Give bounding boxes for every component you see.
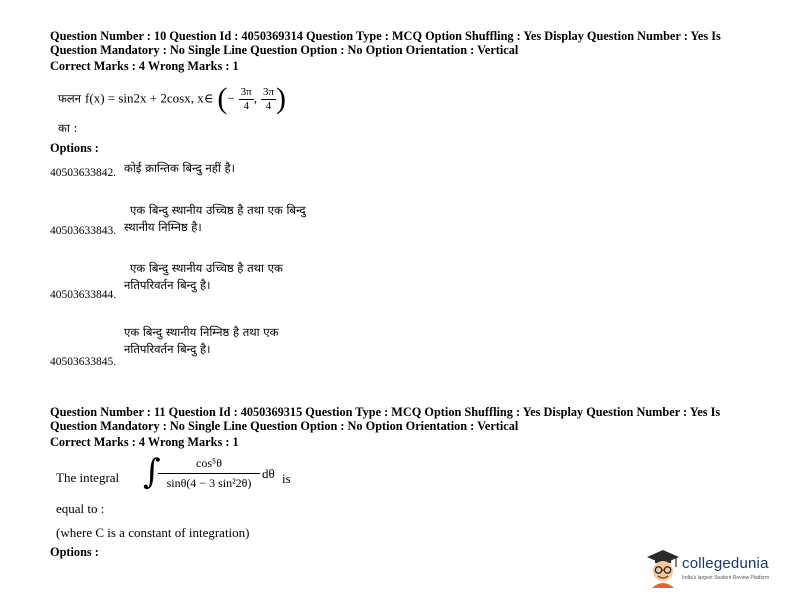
q11-header-line2: Question Mandatory : No Single Line Question Option : No Option Orientation : Vertical <box>50 419 519 433</box>
logo-tagline: India's largest Student Review Platform <box>682 575 770 581</box>
q11-options-label: Options : <box>50 545 99 559</box>
q10-comma: , <box>253 90 257 106</box>
q10-marks: Correct Marks : 4 Wrong Marks : 1 <box>50 59 239 73</box>
q11-stem-prefix: The integral <box>56 470 120 485</box>
q10-stem-suffix: का : <box>58 121 78 135</box>
collegedunia-logo <box>646 548 782 590</box>
q11-marks: Correct Marks : 4 Wrong Marks : 1 <box>50 435 239 449</box>
q10-option-id: 40503633842. <box>50 167 117 179</box>
q11-integrand-num: cos⁵θ <box>158 456 260 474</box>
q10-option-text[interactable]: एक बिन्दु स्थानीय उच्चिष्ठ है तथा एक बिन्दु <box>130 203 306 217</box>
q10-options-label: Options : <box>50 141 99 155</box>
q11-header-line1: Question Number : 11 Question Id : 4050369315 Question Type : MCQ Option Shuffling : Yes Display Question Number : Yes Is <box>50 405 721 419</box>
q10-close-paren: ) <box>276 82 287 115</box>
q11-integrand-den: sinθ(4 − 3 sin²2θ) <box>166 476 252 490</box>
q11-integrand <box>158 456 260 491</box>
q10-option-id: 40503633843. <box>50 225 117 237</box>
q11-note: (where C is a constant of integration) <box>56 525 250 540</box>
q11-equal-to: equal to : <box>56 501 105 516</box>
integral-sign: ∫ <box>143 452 161 492</box>
q10-option-text-line2: स्थानीय निम्निष्ठ है। <box>124 220 202 234</box>
q10-stem <box>58 82 286 116</box>
q10-minus: − <box>227 90 235 106</box>
q10-option-text-line2: नतिपरिवर्तन बिन्दु है। <box>124 278 211 292</box>
q10-option-text[interactable]: एक बिन्दु स्थानीय निम्निष्ठ है तथा एक <box>124 325 279 339</box>
q10-option-id: 40503633845. <box>50 356 117 368</box>
q11-dtheta: dθ <box>262 466 275 481</box>
mascot-icon <box>646 548 680 588</box>
q10-stem-func: f(x) = sin2x + 2cosx, x∈ <box>85 90 214 106</box>
q10-option-text[interactable]: कोई क्रान्तिक बिन्दु नहीं है। <box>124 161 235 175</box>
q10-option-text[interactable]: एक बिन्दु स्थानीय उच्चिष्ठ है तथा एक <box>130 261 283 275</box>
q10-open-paren: ( <box>217 82 228 115</box>
q10-frac1: $\frac{3\pi}{4}$ <box>240 85 252 112</box>
logo-name: collegedunia <box>682 555 769 572</box>
q10-option-text-line2: नतिपरिवर्तन बिन्दु है। <box>124 342 211 356</box>
q10-stem-prefix: फलन <box>58 91 82 106</box>
q11-stem-is: is <box>282 471 291 486</box>
q10-header-line1: Question Number : 10 Question Id : 4050369314 Question Type : MCQ Option Shuffling : Yes Display Question Number : Yes Is <box>50 29 721 43</box>
q10-header-line2: Question Mandatory : No Single Line Question Option : No Option Orientation : Vertical <box>50 43 519 57</box>
q10-frac2: $\frac{3\pi}{4}$ <box>262 85 275 112</box>
q10-option-id: 40503633844. <box>50 289 117 301</box>
